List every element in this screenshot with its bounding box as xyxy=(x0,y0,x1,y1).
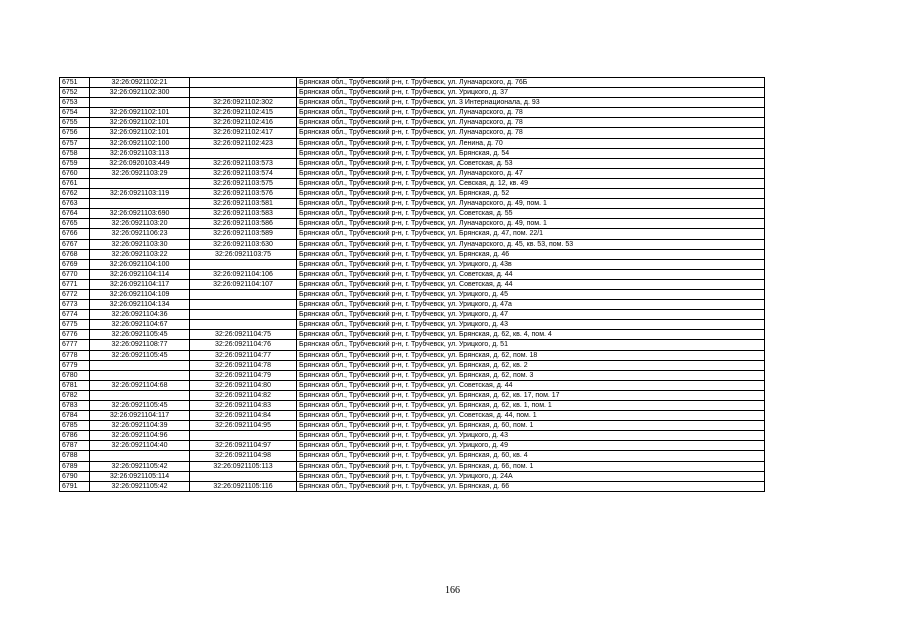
table-row xyxy=(60,209,765,219)
table-row xyxy=(60,421,765,431)
cell-address: Брянская обл., Трубчевский р-н, г. Трубчевск, ул. Брянская, д. 52 xyxy=(297,189,765,199)
cell-number: 6790 xyxy=(60,471,90,481)
cell-cadastral-number: 32:26:0921106:23 xyxy=(90,229,190,239)
cell-number: 6759 xyxy=(60,158,90,168)
cell-cadastral-number-2 xyxy=(190,148,297,158)
cell-number: 6783 xyxy=(60,401,90,411)
cell-number: 6769 xyxy=(60,259,90,269)
table-row xyxy=(60,380,765,390)
cell-cadastral-number: 32:26:0921102:300 xyxy=(90,88,190,98)
cell-address: Брянская обл., Трубчевский р-н, г. Трубчевск, ул. Луначарского, д. 78 xyxy=(297,128,765,138)
cell-cadastral-number-2: 32:26:0921104:78 xyxy=(190,360,297,370)
cell-cadastral-number-2: 32:26:0921103:581 xyxy=(190,199,297,209)
cell-cadastral-number-2: 32:26:0921104:80 xyxy=(190,380,297,390)
cell-number: 6786 xyxy=(60,431,90,441)
cell-cadastral-number-2 xyxy=(190,88,297,98)
table-row xyxy=(60,360,765,370)
table-row xyxy=(60,108,765,118)
table-row xyxy=(60,300,765,310)
cell-cadastral-number xyxy=(90,390,190,400)
cell-number: 6773 xyxy=(60,300,90,310)
cell-cadastral-number xyxy=(90,178,190,188)
cell-cadastral-number: 32:26:0921103:20 xyxy=(90,219,190,229)
cell-address: Брянская обл., Трубчевский р-н, г. Трубчевск, ул. Луначарского, д. 45, кв. 53, пом. 53 xyxy=(297,239,765,249)
cell-address: Брянская обл., Трубчевский р-н, г. Трубчевск, ул. Урицкого, д. 43 xyxy=(297,431,765,441)
cell-number: 6768 xyxy=(60,249,90,259)
table-row xyxy=(60,401,765,411)
table-row xyxy=(60,138,765,148)
cell-address: Брянская обл., Трубчевский р-н, г. Трубчевск, ул. Луначарского, д. 76Б xyxy=(297,78,765,88)
table-row xyxy=(60,431,765,441)
cell-cadastral-number-2 xyxy=(190,300,297,310)
cell-number: 6785 xyxy=(60,421,90,431)
cell-cadastral-number-2: 32:26:0921104:75 xyxy=(190,330,297,340)
cell-cadastral-number-2: 32:26:0921103:589 xyxy=(190,229,297,239)
cell-address: Брянская обл., Трубчевский р-н, г. Трубчевск, ул. Урицкого, д. 45 xyxy=(297,289,765,299)
cell-number: 6765 xyxy=(60,219,90,229)
cell-cadastral-number: 32:26:0921104:96 xyxy=(90,431,190,441)
cell-cadastral-number-2 xyxy=(190,471,297,481)
cell-cadastral-number: 32:26:0921104:117 xyxy=(90,279,190,289)
cell-cadastral-number-2 xyxy=(190,78,297,88)
cell-cadastral-number-2: 32:26:0921103:573 xyxy=(190,158,297,168)
cell-cadastral-number-2 xyxy=(190,431,297,441)
cell-cadastral-number: 32:26:0921105:45 xyxy=(90,330,190,340)
cell-number: 6777 xyxy=(60,340,90,350)
table-row xyxy=(60,269,765,279)
table-row xyxy=(60,98,765,108)
cell-cadastral-number: 32:26:0921103:29 xyxy=(90,168,190,178)
cell-number: 6761 xyxy=(60,178,90,188)
table-row xyxy=(60,330,765,340)
table-row xyxy=(60,481,765,491)
cell-cadastral-number-2: 32:26:0921104:77 xyxy=(190,350,297,360)
cell-cadastral-number: 32:26:0921105:45 xyxy=(90,401,190,411)
table-row xyxy=(60,310,765,320)
cell-cadastral-number: 32:26:0921105:42 xyxy=(90,461,190,471)
cell-address: Брянская обл., Трубчевский р-н, г. Трубчевск, ул. Ленина, д. 70 xyxy=(297,138,765,148)
cell-cadastral-number xyxy=(90,370,190,380)
table-row xyxy=(60,320,765,330)
cell-number: 6781 xyxy=(60,380,90,390)
table-row xyxy=(60,168,765,178)
cell-cadastral-number: 32:26:0921105:45 xyxy=(90,350,190,360)
cell-address: Брянская обл., Трубчевский р-н, г. Трубчевск, ул. Луначарского, д. 47 xyxy=(297,168,765,178)
table-row xyxy=(60,370,765,380)
cell-number: 6775 xyxy=(60,320,90,330)
cell-number: 6788 xyxy=(60,451,90,461)
cell-cadastral-number-2: 32:26:0921104:98 xyxy=(190,451,297,461)
table-row xyxy=(60,390,765,400)
cell-number: 6791 xyxy=(60,481,90,491)
cell-cadastral-number-2: 32:26:0921104:76 xyxy=(190,340,297,350)
cell-cadastral-number: 32:26:0920103:449 xyxy=(90,158,190,168)
cell-address: Брянская обл., Трубчевский р-н, г. Трубчевск, ул. Луначарского, д. 78 xyxy=(297,118,765,128)
cell-cadastral-number xyxy=(90,98,190,108)
cell-cadastral-number-2: 32:26:0921102:416 xyxy=(190,118,297,128)
cell-number: 6751 xyxy=(60,78,90,88)
cell-cadastral-number: 32:26:0921104:68 xyxy=(90,380,190,390)
table-row xyxy=(60,279,765,289)
cell-cadastral-number-2: 32:26:0921103:576 xyxy=(190,189,297,199)
cell-cadastral-number-2: 32:26:0921102:423 xyxy=(190,138,297,148)
cell-address: Брянская обл., Трубчевский р-н, г. Трубчевск, ул. Брянская, д. 60, кв. 4 xyxy=(297,451,765,461)
cell-number: 6787 xyxy=(60,441,90,451)
cell-cadastral-number xyxy=(90,199,190,209)
cell-number: 6757 xyxy=(60,138,90,148)
page-number: 166 xyxy=(445,585,460,596)
cell-cadastral-number: 32:26:0921104:134 xyxy=(90,300,190,310)
table-row xyxy=(60,350,765,360)
table-row xyxy=(60,199,765,209)
cell-number: 6789 xyxy=(60,461,90,471)
cell-cadastral-number: 32:26:0921102:100 xyxy=(90,138,190,148)
cell-number: 6782 xyxy=(60,390,90,400)
cell-cadastral-number-2: 32:26:0921105:113 xyxy=(190,461,297,471)
cell-address: Брянская обл., Трубчевский р-н, г. Трубчевск, ул. Брянская, д. 60, пом. 1 xyxy=(297,421,765,431)
cell-address: Брянская обл., Трубчевский р-н, г. Трубчевск, ул. Луначарского, д. 49, пом. 1 xyxy=(297,199,765,209)
cell-address: Брянская обл., Трубчевский р-н, г. Трубчевск, ул. Советская, д. 55 xyxy=(297,209,765,219)
cell-address: Брянская обл., Трубчевский р-н, г. Трубчевск, ул. Урицкого, д. 47а xyxy=(297,300,765,310)
cell-cadastral-number-2: 32:26:0921102:415 xyxy=(190,108,297,118)
cell-cadastral-number xyxy=(90,360,190,370)
cell-cadastral-number-2: 32:26:0921103:583 xyxy=(190,209,297,219)
cell-cadastral-number-2: 32:26:0921104:107 xyxy=(190,279,297,289)
cell-cadastral-number: 32:26:0921103:119 xyxy=(90,189,190,199)
table-row xyxy=(60,158,765,168)
cell-cadastral-number-2 xyxy=(190,289,297,299)
cell-cadastral-number-2: 32:26:0921104:95 xyxy=(190,421,297,431)
cell-cadastral-number: 32:26:0921103:22 xyxy=(90,249,190,259)
cell-number: 6756 xyxy=(60,128,90,138)
cell-number: 6762 xyxy=(60,189,90,199)
cell-cadastral-number-2 xyxy=(190,310,297,320)
cell-cadastral-number: 32:26:0921105:114 xyxy=(90,471,190,481)
cell-address: Брянская обл., Трубчевский р-н, г. Трубчевск, ул. Брянская, д. 62, кв. 17, пом. 17 xyxy=(297,390,765,400)
cell-number: 6780 xyxy=(60,370,90,380)
cell-address: Брянская обл., Трубчевский р-н, г. Трубчевск, ул. Советская, д. 53 xyxy=(297,158,765,168)
cell-number: 6752 xyxy=(60,88,90,98)
cell-number: 6779 xyxy=(60,360,90,370)
cell-number: 6774 xyxy=(60,310,90,320)
cell-address: Брянская обл., Трубчевский р-н, г. Трубчевск, ул. Брянская, д. 62, кв. 1, пом. 1 xyxy=(297,401,765,411)
table-row xyxy=(60,78,765,88)
table-row xyxy=(60,451,765,461)
cell-address: Брянская обл., Трубчевский р-н, г. Трубчевск, ул. Советская, д. 44 xyxy=(297,380,765,390)
cell-cadastral-number-2: 32:26:0921102:417 xyxy=(190,128,297,138)
cell-cadastral-number: 32:26:0921103:30 xyxy=(90,239,190,249)
cell-number: 6767 xyxy=(60,239,90,249)
cell-cadastral-number: 32:26:0921104:109 xyxy=(90,289,190,299)
cell-cadastral-number-2: 32:26:0921103:574 xyxy=(190,168,297,178)
cell-cadastral-number: 32:26:0921105:42 xyxy=(90,481,190,491)
cell-address: Брянская обл., Трубчевский р-н, г. Трубчевск, ул. Урицкого, д. 37 xyxy=(297,88,765,98)
cell-cadastral-number-2: 32:26:0921103:75 xyxy=(190,249,297,259)
table-row xyxy=(60,461,765,471)
cell-cadastral-number: 32:26:0921104:114 xyxy=(90,269,190,279)
table-row xyxy=(60,189,765,199)
table-row xyxy=(60,340,765,350)
cell-number: 6753 xyxy=(60,98,90,108)
table-row xyxy=(60,259,765,269)
table-row xyxy=(60,289,765,299)
cell-number: 6766 xyxy=(60,229,90,239)
cell-address: Брянская обл., Трубчевский р-н, г. Трубчевск, ул. Урицкого, д. 43 xyxy=(297,320,765,330)
table-row xyxy=(60,88,765,98)
cell-address: Брянская обл., Трубчевский р-н, г. Трубчевск, ул. Брянская, д. 62, кв. 4, пом. 4 xyxy=(297,330,765,340)
cell-cadastral-number: 32:26:0921104:40 xyxy=(90,441,190,451)
cell-number: 6754 xyxy=(60,108,90,118)
table-row xyxy=(60,239,765,249)
table-row xyxy=(60,219,765,229)
cell-number: 6772 xyxy=(60,289,90,299)
cell-number: 6770 xyxy=(60,269,90,279)
cell-address: Брянская обл., Трубчевский р-н, г. Трубчевск, ул. Урицкого, д. 47 xyxy=(297,310,765,320)
cell-address: Брянская обл., Трубчевский р-н, г. Трубчевск, ул. Советская, д. 44, пом. 1 xyxy=(297,411,765,421)
table-row xyxy=(60,471,765,481)
cell-cadastral-number: 32:26:0921104:39 xyxy=(90,421,190,431)
cell-cadastral-number: 32:26:0921102:101 xyxy=(90,118,190,128)
registry-table xyxy=(59,77,765,492)
cell-address: Брянская обл., Трубчевский р-н, г. Трубчевск, ул. Брянская, д. 47, пом. 22/1 xyxy=(297,229,765,239)
cell-address: Брянская обл., Трубчевский р-н, г. Трубчевск, ул. Брянская, д. 66, пом. 1 xyxy=(297,461,765,471)
cell-cadastral-number-2 xyxy=(190,259,297,269)
cell-address: Брянская обл., Трубчевский р-н, г. Трубчевск, ул. Брянская, д. 62, пом. 3 xyxy=(297,370,765,380)
cell-address: Брянская обл., Трубчевский р-н, г. Трубчевск, ул. 3 Интернационала, д. 93 xyxy=(297,98,765,108)
cell-address: Брянская обл., Трубчевский р-н, г. Трубчевск, ул. Брянская, д. 62, кв. 2 xyxy=(297,360,765,370)
cell-number: 6755 xyxy=(60,118,90,128)
cell-number: 6784 xyxy=(60,411,90,421)
table-row xyxy=(60,148,765,158)
cell-cadastral-number-2: 32:26:0921105:116 xyxy=(190,481,297,491)
cell-cadastral-number: 32:26:0921103:113 xyxy=(90,148,190,158)
table-row xyxy=(60,441,765,451)
cell-address: Брянская обл., Трубчевский р-н, г. Трубчевск, ул. Урицкого, д. 24А xyxy=(297,471,765,481)
cell-address: Брянская обл., Трубчевский р-н, г. Трубчевск, ул. Брянская, д. 62, пом. 18 xyxy=(297,350,765,360)
cell-cadastral-number-2: 32:26:0921102:302 xyxy=(190,98,297,108)
cell-number: 6764 xyxy=(60,209,90,219)
table-row xyxy=(60,118,765,128)
cell-cadastral-number: 32:26:0921108:77 xyxy=(90,340,190,350)
cell-number: 6763 xyxy=(60,199,90,209)
cell-cadastral-number-2: 32:26:0921104:82 xyxy=(190,390,297,400)
table-row xyxy=(60,249,765,259)
registry-table-body xyxy=(60,78,765,492)
cell-address: Брянская обл., Трубчевский р-н, г. Трубчевск, ул. Брянская, д. 46 xyxy=(297,249,765,259)
cell-cadastral-number: 32:26:0921104:36 xyxy=(90,310,190,320)
cell-cadastral-number-2: 32:26:0921104:106 xyxy=(190,269,297,279)
cell-address: Брянская обл., Трубчевский р-н, г. Трубчевск, ул. Севская, д. 12, кв. 49 xyxy=(297,178,765,188)
cell-number: 6776 xyxy=(60,330,90,340)
cell-address: Брянская обл., Трубчевский р-н, г. Трубчевск, ул. Советская, д. 44 xyxy=(297,269,765,279)
cell-cadastral-number xyxy=(90,451,190,461)
cell-number: 6771 xyxy=(60,279,90,289)
cell-cadastral-number: 32:26:0921104:117 xyxy=(90,411,190,421)
cell-cadastral-number: 32:26:0921102:21 xyxy=(90,78,190,88)
cell-cadastral-number-2 xyxy=(190,320,297,330)
cell-cadastral-number: 32:26:0921104:100 xyxy=(90,259,190,269)
cell-cadastral-number-2: 32:26:0921103:586 xyxy=(190,219,297,229)
cell-cadastral-number-2: 32:26:0921104:83 xyxy=(190,401,297,411)
cell-cadastral-number-2: 32:26:0921103:630 xyxy=(190,239,297,249)
cell-cadastral-number-2: 32:26:0921103:575 xyxy=(190,178,297,188)
cell-number: 6758 xyxy=(60,148,90,158)
cell-number: 6760 xyxy=(60,168,90,178)
cell-cadastral-number-2: 32:26:0921104:84 xyxy=(190,411,297,421)
cell-cadastral-number-2: 32:26:0921104:79 xyxy=(190,370,297,380)
cell-cadastral-number-2: 32:26:0921104:97 xyxy=(190,441,297,451)
cell-cadastral-number: 32:26:0921104:67 xyxy=(90,320,190,330)
table-row xyxy=(60,229,765,239)
cell-cadastral-number: 32:26:0921103:690 xyxy=(90,209,190,219)
cell-address: Брянская обл., Трубчевский р-н, г. Трубчевск, ул. Урицкого, д. 51 xyxy=(297,340,765,350)
cell-address: Брянская обл., Трубчевский р-н, г. Трубчевск, ул. Урицкого, д. 43в xyxy=(297,259,765,269)
cell-address: Брянская обл., Трубчевский р-н, г. Трубчевск, ул. Советская, д. 44 xyxy=(297,279,765,289)
cell-number: 6778 xyxy=(60,350,90,360)
cell-cadastral-number: 32:26:0921102:101 xyxy=(90,108,190,118)
cell-address: Брянская обл., Трубчевский р-н, г. Трубчевск, ул. Брянская, д. 54 xyxy=(297,148,765,158)
cell-cadastral-number: 32:26:0921102:101 xyxy=(90,128,190,138)
table-row xyxy=(60,411,765,421)
table-row xyxy=(60,178,765,188)
cell-address: Брянская обл., Трубчевский р-н, г. Трубчевск, ул. Луначарского, д. 78 xyxy=(297,108,765,118)
cell-address: Брянская обл., Трубчевский р-н, г. Трубчевск, ул. Брянская, д. 66 xyxy=(297,481,765,491)
cell-address: Брянская обл., Трубчевский р-н, г. Трубчевск, ул. Луначарского, д. 49, пом. 1 xyxy=(297,219,765,229)
cell-address: Брянская обл., Трубчевский р-н, г. Трубчевск, ул. Урицкого, д. 49 xyxy=(297,441,765,451)
table-row xyxy=(60,128,765,138)
